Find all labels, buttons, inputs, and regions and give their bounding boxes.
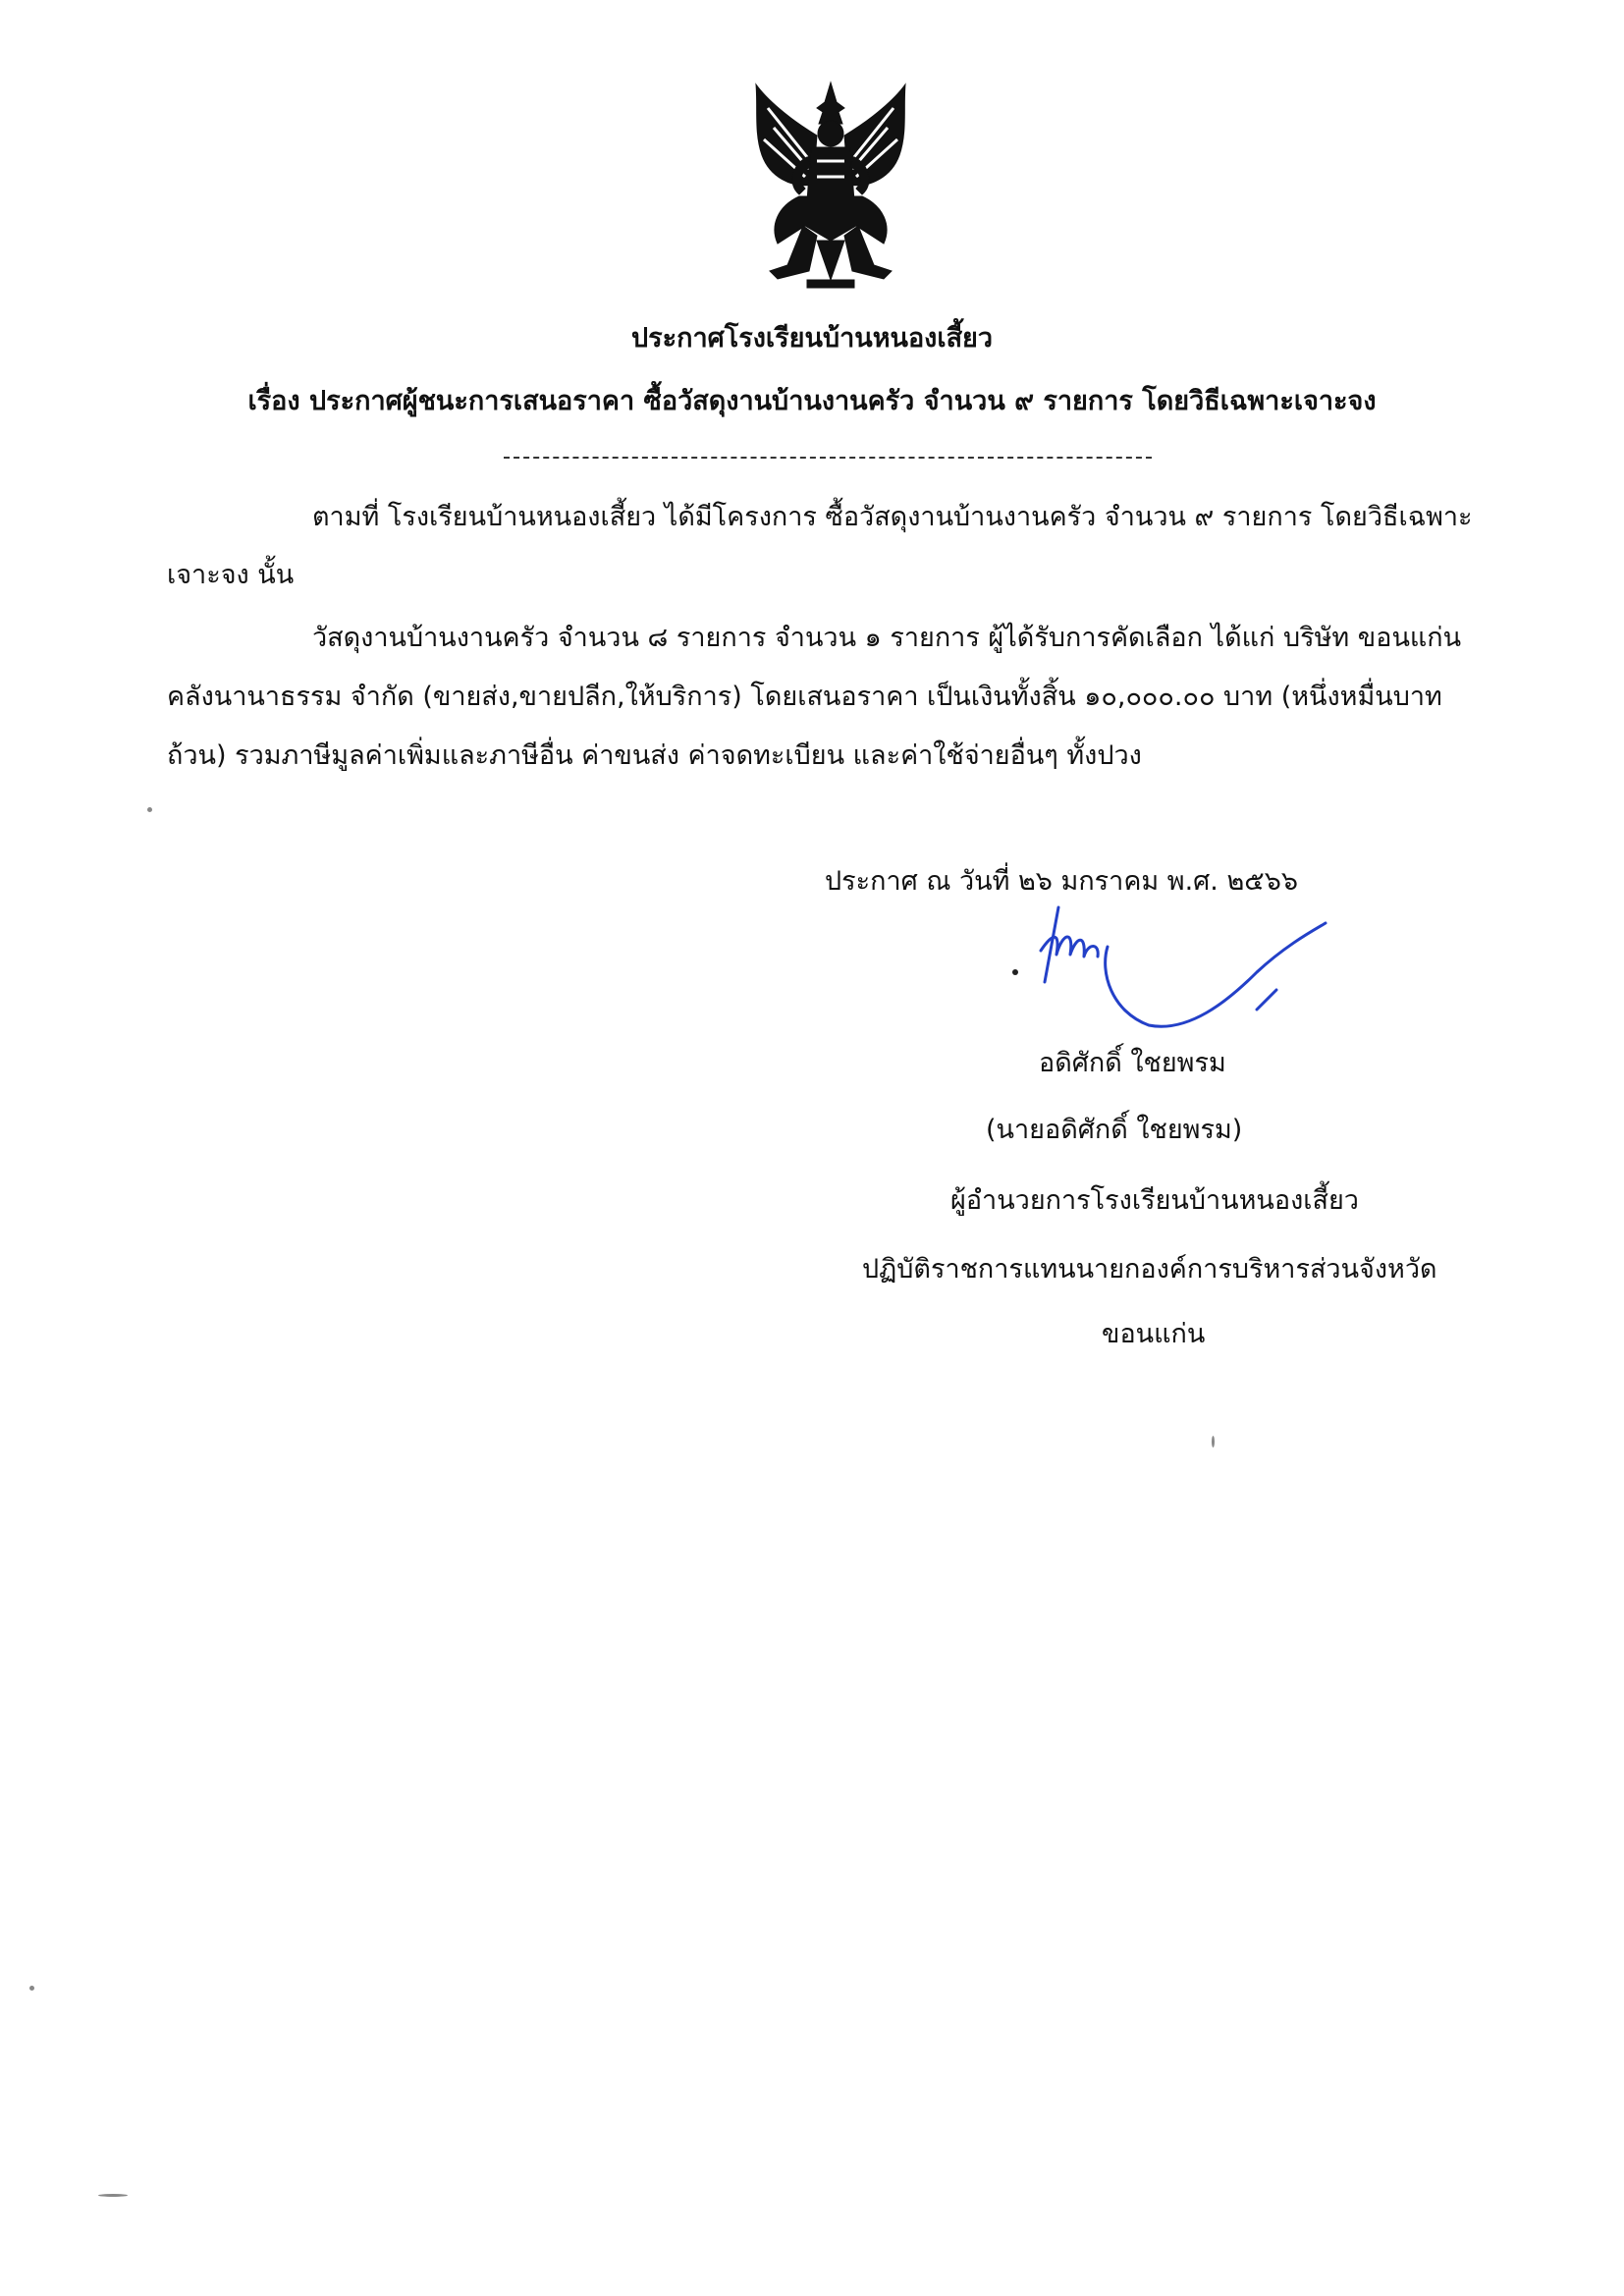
announcement-date: ประกาศ ณ วันที่ ๒๖ มกราคม พ.ศ. ๒๕๖๖ [825, 866, 1298, 897]
garuda-emblem-icon [748, 79, 913, 290]
signer-position-3: ขอนแก่น [1102, 1319, 1206, 1349]
announcement-subject: เรื่อง ประกาศผู้ชนะการเสนอราคา ซื้อวัสดุงานบ้านงานครัว จำนวน ๙ รายการ โดยวิธีเฉพาะเจาะจง [247, 386, 1377, 416]
handwritten-signature [992, 894, 1345, 1051]
signer-position-2: ปฏิบัติราชการแทนนายกองค์การบริหารส่วนจังหวัด [862, 1254, 1437, 1285]
body-paragraph-1-line-1: ตามที่ โรงเรียนบ้านหนองเสี้ยว ได้มีโครงการ ซื้อวัสดุงานบ้านงานครัว จำนวน ๙ รายการ โดยวิธีเฉพาะ [312, 502, 1473, 532]
body-paragraph-2-line-3: ถ้วน) รวมภาษีมูลค่าเพิ่มและภาษีอื่น ค่าขนส่ง ค่าจดทะเบียน และค่าใช้จ่ายอื่นๆ ทั้งปวง [167, 740, 1142, 771]
scan-speck [29, 1986, 34, 1991]
signer-full-name: (นายอดิศักดิ์ ใชยพรม) [986, 1115, 1243, 1145]
body-paragraph-2-line-2: คลังนานาธรรม จำกัด (ขายส่ง,ขายปลีก,ให้บริการ) โดยเสนอราคา เป็นเงินทั้งสิ้น ๑๐,๐๐๐.๐๐ บาท (หนึ่งหมื่นบาท [167, 682, 1442, 712]
scan-speck [147, 807, 152, 812]
scan-speck [1212, 1436, 1215, 1448]
announcement-title: ประกาศโรงเรียนบ้านหนองเสี้ยว [630, 323, 994, 354]
signer-position-1: ผู้อำนวยการโรงเรียนบ้านหนองเสี้ยว [950, 1185, 1359, 1216]
scan-speck [98, 2194, 128, 2197]
signer-printed-name: อดิศักดิ์ ใชยพรม [1039, 1048, 1226, 1078]
body-paragraph-1-line-2: เจาะจง นั้น [167, 560, 295, 590]
body-paragraph-2-line-1: วัสดุงานบ้านงานครัว จำนวน ๘ รายการ จำนวน ๑ รายการ ผู้ได้รับการคัดเลือก ได้แก่ บริษัท ขอนแก่น [312, 623, 1462, 653]
dashed-divider [504, 457, 1152, 459]
